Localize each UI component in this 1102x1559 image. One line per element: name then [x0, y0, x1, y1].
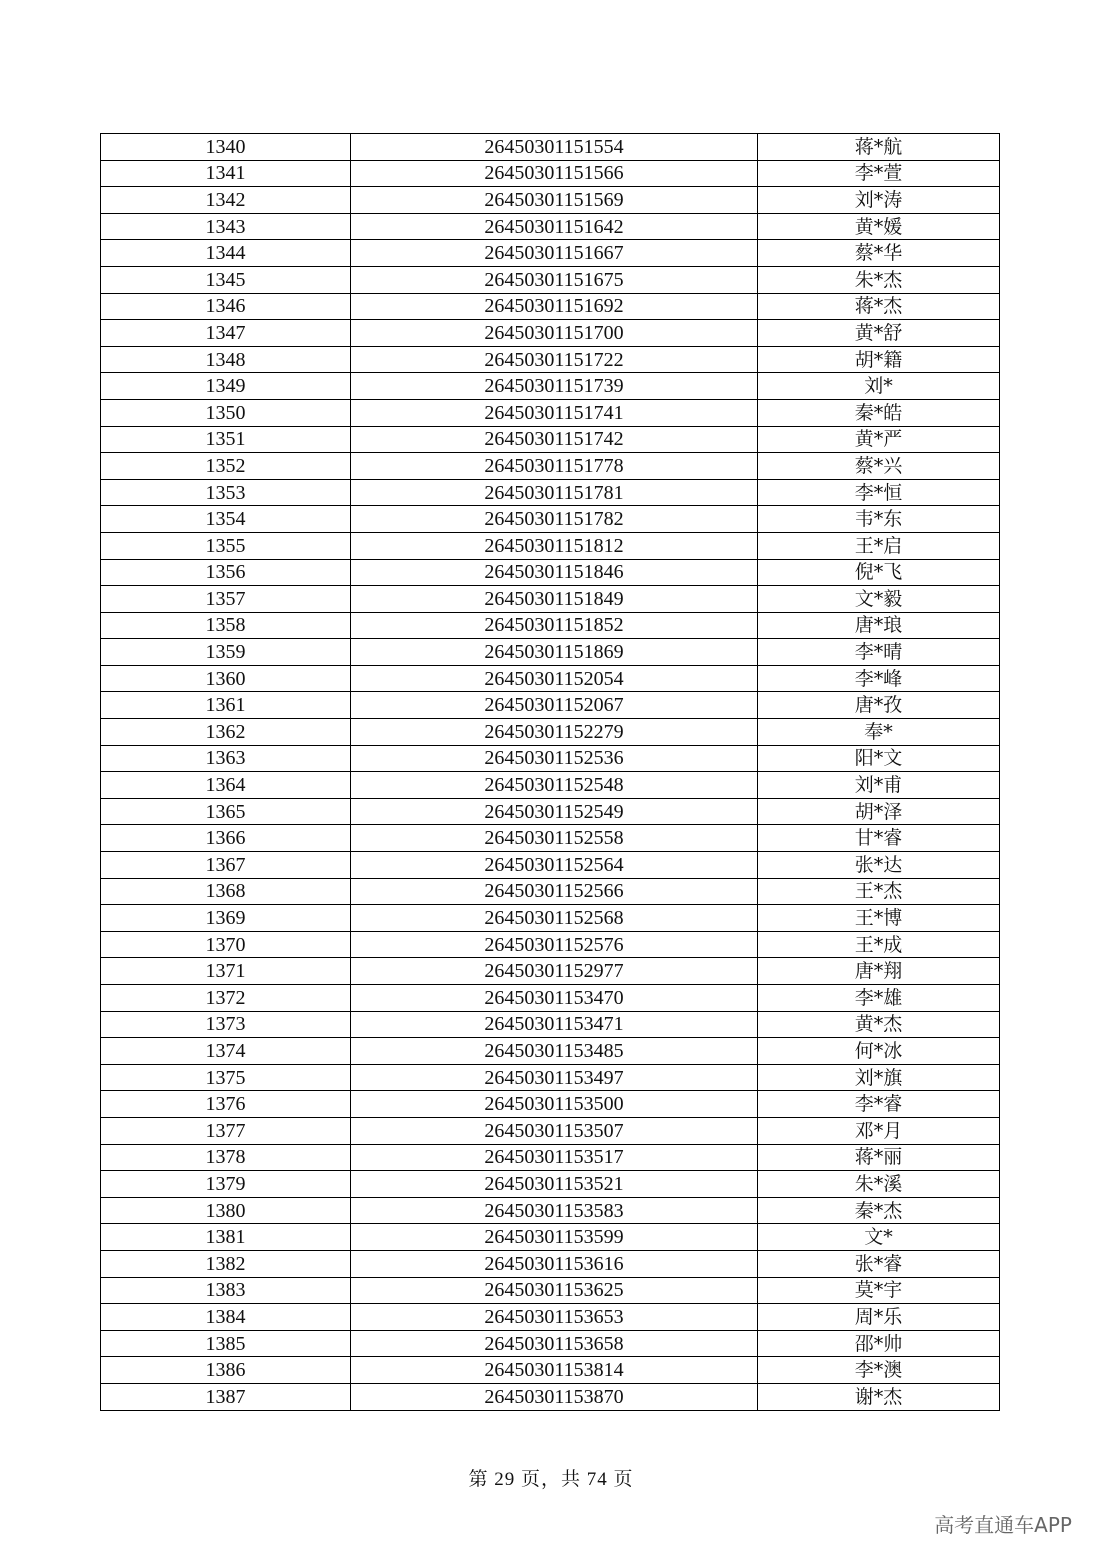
row-number-cell: 1348 [101, 346, 351, 373]
table-row [101, 506, 1000, 533]
exam-id-cell: 26450301151700 [351, 320, 758, 347]
table-row [101, 931, 1000, 958]
student-name-cell: 黄*严 [758, 426, 1000, 453]
table-row [101, 985, 1000, 1012]
row-number-cell: 1375 [101, 1064, 351, 1091]
row-number-cell: 1365 [101, 798, 351, 825]
student-name-cell: 王*成 [758, 931, 1000, 958]
table-row [101, 612, 1000, 639]
table-row [101, 1304, 1000, 1331]
table-row [101, 293, 1000, 320]
row-number-cell: 1353 [101, 479, 351, 506]
table-row [101, 266, 1000, 293]
row-number-cell: 1341 [101, 160, 351, 187]
student-name-cell: 李*萱 [758, 160, 1000, 187]
student-name-cell: 文* [758, 1224, 1000, 1251]
row-number-cell: 1374 [101, 1038, 351, 1065]
table-row [101, 213, 1000, 240]
table-row [101, 852, 1000, 879]
row-number-cell: 1349 [101, 373, 351, 400]
row-number-cell: 1359 [101, 639, 351, 666]
row-number-cell: 1380 [101, 1197, 351, 1224]
student-name-cell: 周*乐 [758, 1304, 1000, 1331]
table-row [101, 1357, 1000, 1384]
exam-id-cell: 26450301151566 [351, 160, 758, 187]
row-number-cell: 1381 [101, 1224, 351, 1251]
exam-id-cell: 26450301152549 [351, 798, 758, 825]
table-row [101, 878, 1000, 905]
table-row [101, 1277, 1000, 1304]
row-number-cell: 1369 [101, 905, 351, 932]
row-number-cell: 1372 [101, 985, 351, 1012]
student-name-cell: 李*雄 [758, 985, 1000, 1012]
row-number-cell: 1346 [101, 293, 351, 320]
table-row [101, 719, 1000, 746]
student-name-cell: 韦*东 [758, 506, 1000, 533]
table-row [101, 1224, 1000, 1251]
row-number-cell: 1343 [101, 213, 351, 240]
table-row [101, 1171, 1000, 1198]
student-name-cell: 李*睿 [758, 1091, 1000, 1118]
row-number-cell: 1363 [101, 745, 351, 772]
exam-id-cell: 26450301153814 [351, 1357, 758, 1384]
row-number-cell: 1351 [101, 426, 351, 453]
row-number-cell: 1366 [101, 825, 351, 852]
table-row [101, 399, 1000, 426]
student-name-cell: 奉* [758, 719, 1000, 746]
student-name-cell: 刘* [758, 373, 1000, 400]
row-number-cell: 1340 [101, 134, 351, 161]
exam-id-cell: 26450301153625 [351, 1277, 758, 1304]
table-row [101, 798, 1000, 825]
exam-id-cell: 26450301153599 [351, 1224, 758, 1251]
student-name-cell: 蔡*兴 [758, 453, 1000, 480]
row-number-cell: 1354 [101, 506, 351, 533]
student-name-cell: 刘*甫 [758, 772, 1000, 799]
student-name-cell: 李*澳 [758, 1357, 1000, 1384]
exam-id-cell: 26450301152067 [351, 692, 758, 719]
student-name-cell: 朱*溪 [758, 1171, 1000, 1198]
table-row [101, 1144, 1000, 1171]
table-row [101, 586, 1000, 613]
student-name-cell: 邵*帅 [758, 1330, 1000, 1357]
row-number-cell: 1376 [101, 1091, 351, 1118]
table-row [101, 134, 1000, 161]
exam-id-cell: 26450301151742 [351, 426, 758, 453]
exam-id-cell: 26450301151869 [351, 639, 758, 666]
table-row [101, 240, 1000, 267]
student-name-cell: 蒋*杰 [758, 293, 1000, 320]
student-name-cell: 蔡*华 [758, 240, 1000, 267]
exam-id-cell: 26450301151782 [351, 506, 758, 533]
table-row [101, 532, 1000, 559]
student-name-cell: 李*峰 [758, 665, 1000, 692]
table-row [101, 1250, 1000, 1277]
student-name-cell: 胡*泽 [758, 798, 1000, 825]
student-name-cell: 秦*皓 [758, 399, 1000, 426]
table-row [101, 453, 1000, 480]
table-row [101, 692, 1000, 719]
table-row [101, 1197, 1000, 1224]
table-row [101, 1038, 1000, 1065]
exam-id-cell: 26450301152566 [351, 878, 758, 905]
table-row [101, 1330, 1000, 1357]
row-number-cell: 1373 [101, 1011, 351, 1038]
row-number-cell: 1382 [101, 1250, 351, 1277]
table-row [101, 320, 1000, 347]
exam-id-cell: 26450301151642 [351, 213, 758, 240]
student-name-cell: 李*晴 [758, 639, 1000, 666]
exam-id-cell: 26450301152536 [351, 745, 758, 772]
table-row [101, 905, 1000, 932]
student-name-cell: 唐*琅 [758, 612, 1000, 639]
row-number-cell: 1368 [101, 878, 351, 905]
student-name-cell: 蒋*丽 [758, 1144, 1000, 1171]
exam-id-cell: 26450301152576 [351, 931, 758, 958]
exam-id-cell: 26450301153653 [351, 1304, 758, 1331]
exam-id-cell: 26450301152558 [351, 825, 758, 852]
row-number-cell: 1371 [101, 958, 351, 985]
row-number-cell: 1356 [101, 559, 351, 586]
row-number-cell: 1384 [101, 1304, 351, 1331]
student-name-cell: 蒋*航 [758, 134, 1000, 161]
student-name-cell: 黄*杰 [758, 1011, 1000, 1038]
exam-id-cell: 26450301151778 [351, 453, 758, 480]
table-row [101, 772, 1000, 799]
table-row [101, 346, 1000, 373]
exam-id-cell: 26450301153521 [351, 1171, 758, 1198]
table-row [101, 187, 1000, 214]
exam-id-cell: 26450301151675 [351, 266, 758, 293]
row-number-cell: 1367 [101, 852, 351, 879]
roster-table [100, 133, 1000, 1411]
table-row [101, 1091, 1000, 1118]
exam-id-cell: 26450301153485 [351, 1038, 758, 1065]
student-name-cell: 朱*杰 [758, 266, 1000, 293]
exam-id-cell: 26450301151692 [351, 293, 758, 320]
roster-body [101, 134, 1000, 1411]
student-name-cell: 黄*舒 [758, 320, 1000, 347]
student-name-cell: 张*达 [758, 852, 1000, 879]
table-row [101, 1064, 1000, 1091]
table-row [101, 559, 1000, 586]
exam-id-cell: 26450301151846 [351, 559, 758, 586]
table-row [101, 160, 1000, 187]
student-name-cell: 秦*杰 [758, 1197, 1000, 1224]
table-row [101, 479, 1000, 506]
student-name-cell: 甘*睿 [758, 825, 1000, 852]
exam-id-cell: 26450301151569 [351, 187, 758, 214]
student-name-cell: 谢*杰 [758, 1383, 1000, 1410]
row-number-cell: 1364 [101, 772, 351, 799]
page-number: 第 29 页，共 74 页 [468, 1469, 634, 1490]
table-row [101, 665, 1000, 692]
exam-id-cell: 26450301151722 [351, 346, 758, 373]
row-number-cell: 1344 [101, 240, 351, 267]
exam-id-cell: 26450301151741 [351, 399, 758, 426]
exam-id-cell: 26450301151812 [351, 532, 758, 559]
exam-id-cell: 26450301153616 [351, 1250, 758, 1277]
table-row [101, 426, 1000, 453]
row-number-cell: 1342 [101, 187, 351, 214]
student-name-cell: 倪*飞 [758, 559, 1000, 586]
row-number-cell: 1345 [101, 266, 351, 293]
exam-id-cell: 26450301153497 [351, 1064, 758, 1091]
row-number-cell: 1352 [101, 453, 351, 480]
table-row [101, 639, 1000, 666]
student-name-cell: 王*启 [758, 532, 1000, 559]
student-name-cell: 莫*宇 [758, 1277, 1000, 1304]
exam-id-cell: 26450301152564 [351, 852, 758, 879]
exam-id-cell: 26450301153500 [351, 1091, 758, 1118]
app-watermark: 高考直通车APP [934, 1513, 1072, 1537]
exam-id-cell: 26450301152548 [351, 772, 758, 799]
exam-id-cell: 26450301151739 [351, 373, 758, 400]
exam-id-cell: 26450301152977 [351, 958, 758, 985]
student-name-cell: 何*冰 [758, 1038, 1000, 1065]
exam-id-cell: 26450301153870 [351, 1383, 758, 1410]
row-number-cell: 1355 [101, 532, 351, 559]
student-name-cell: 黄*媛 [758, 213, 1000, 240]
row-number-cell: 1386 [101, 1357, 351, 1384]
exam-id-cell: 26450301151667 [351, 240, 758, 267]
row-number-cell: 1370 [101, 931, 351, 958]
exam-id-cell: 26450301153583 [351, 1197, 758, 1224]
row-number-cell: 1387 [101, 1383, 351, 1410]
row-number-cell: 1350 [101, 399, 351, 426]
exam-id-cell: 26450301152054 [351, 665, 758, 692]
row-number-cell: 1385 [101, 1330, 351, 1357]
row-number-cell: 1378 [101, 1144, 351, 1171]
student-name-cell: 李*恒 [758, 479, 1000, 506]
table-row [101, 825, 1000, 852]
exam-id-cell: 26450301153470 [351, 985, 758, 1012]
table-row [101, 1117, 1000, 1144]
student-name-cell: 文*毅 [758, 586, 1000, 613]
table-row [101, 958, 1000, 985]
exam-id-cell: 26450301151852 [351, 612, 758, 639]
student-name-cell: 唐*孜 [758, 692, 1000, 719]
exam-id-cell: 26450301151554 [351, 134, 758, 161]
row-number-cell: 1377 [101, 1117, 351, 1144]
row-number-cell: 1347 [101, 320, 351, 347]
row-number-cell: 1360 [101, 665, 351, 692]
table-row [101, 373, 1000, 400]
row-number-cell: 1379 [101, 1171, 351, 1198]
exam-id-cell: 26450301153517 [351, 1144, 758, 1171]
exam-id-cell: 26450301153658 [351, 1330, 758, 1357]
student-name-cell: 王*杰 [758, 878, 1000, 905]
row-number-cell: 1383 [101, 1277, 351, 1304]
row-number-cell: 1357 [101, 586, 351, 613]
exam-id-cell: 26450301152279 [351, 719, 758, 746]
student-name-cell: 阳*文 [758, 745, 1000, 772]
exam-id-cell: 26450301151781 [351, 479, 758, 506]
exam-id-cell: 26450301152568 [351, 905, 758, 932]
student-name-cell: 邓*月 [758, 1117, 1000, 1144]
table-row [101, 745, 1000, 772]
student-name-cell: 刘*旗 [758, 1064, 1000, 1091]
row-number-cell: 1361 [101, 692, 351, 719]
exam-id-cell: 26450301151849 [351, 586, 758, 613]
row-number-cell: 1358 [101, 612, 351, 639]
row-number-cell: 1362 [101, 719, 351, 746]
student-name-cell: 张*睿 [758, 1250, 1000, 1277]
student-name-cell: 刘*涛 [758, 187, 1000, 214]
student-name-cell: 王*博 [758, 905, 1000, 932]
exam-id-cell: 26450301153471 [351, 1011, 758, 1038]
table-row [101, 1011, 1000, 1038]
student-name-cell: 唐*翔 [758, 958, 1000, 985]
exam-id-cell: 26450301153507 [351, 1117, 758, 1144]
student-name-cell: 胡*籍 [758, 346, 1000, 373]
table-row [101, 1383, 1000, 1410]
